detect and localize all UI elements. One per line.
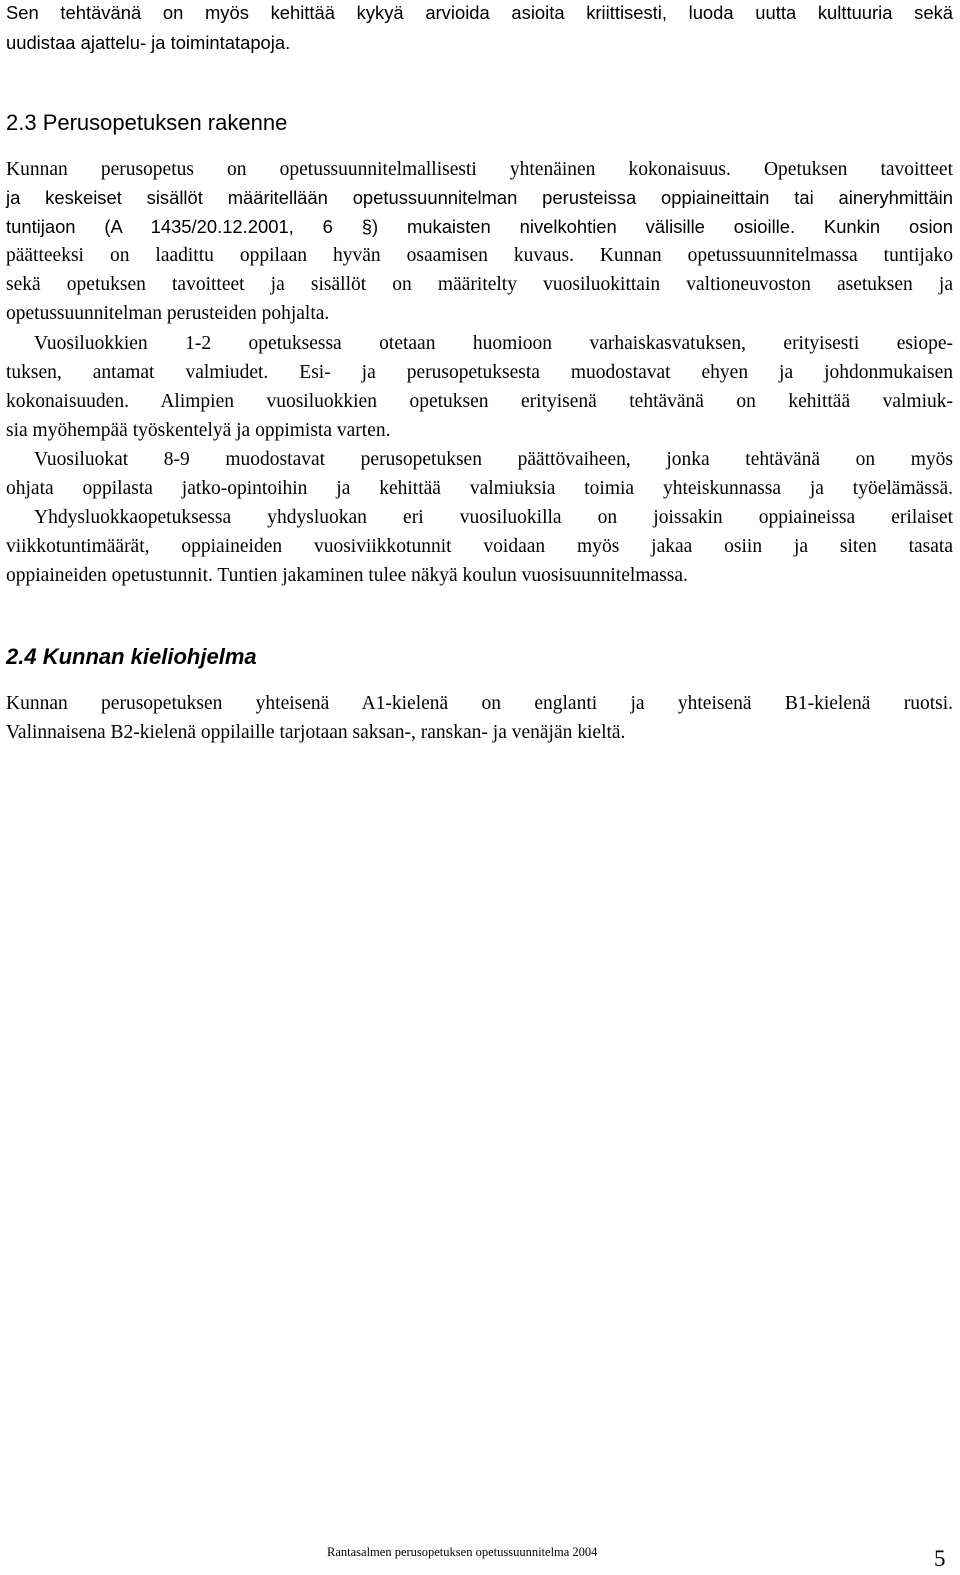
paragraph-line: sia myöhempää työskentelyä ja oppimista varten.: [6, 420, 391, 441]
paragraph-line: viikkotuntimäärät, oppiaineiden vuosiviikkotunnit voidaan myös jakaa osiin ja siten tasata: [6, 536, 953, 557]
paragraph-line: päätteeksi on laadittu oppilaan hyvän osaamisen kuvaus. Kunnan opetussuunnitelmassa tuntijako: [6, 245, 953, 266]
intro-line-2: uudistaa ajattelu- ja toimintatapoja.: [6, 32, 291, 53]
paragraph-line: oppiaineiden opetustunnit. Tuntien jakaminen tulee näkyä koulun vuosisuunnitelmassa.: [6, 565, 688, 586]
paragraph-line: Vuosiluokat 8-9 muodostavat perusopetuksen päättövaiheen, jonka tehtävänä on myös: [34, 449, 953, 470]
paragraph-line: tuntijaon (A 1435/20.12.2001, 6 §) mukaisten nivelkohtien välisille osioille. Kunkin osion: [6, 216, 953, 237]
section-heading-2-3: 2.3 Perusopetuksen rakenne: [6, 110, 288, 135]
paragraph-line: ohjata oppilasta jatko-opintoihin ja kehittää valmiuksia toimia yhteiskunnassa ja työelämässä.: [6, 478, 953, 499]
page-number: 5: [934, 1546, 946, 1571]
section-heading-2-4: 2.4 Kunnan kieliohjelma: [6, 644, 257, 669]
paragraph-line: Yhdysluokkaopetuksessa yhdysluokan eri vuosiluokilla on joissakin oppiaineissa erilaiset: [34, 507, 953, 528]
paragraph-line: ja keskeiset sisällöt määritellään opetussuunnitelman perusteissa oppiaineittain tai aineryhmittäin: [6, 187, 953, 208]
paragraph-line: kokonaisuuden. Alimpien vuosiluokkien opetuksen erityisenä tehtävänä on kehittää valmiuk-: [6, 391, 953, 412]
paragraph-line: Vuosiluokkien 1-2 opetuksessa otetaan huomioon varhaiskasvatuksen, erityisesti esiope-: [34, 333, 953, 354]
paragraph-line: sekä opetuksen tavoitteet ja sisällöt on määritelty vuosiluokittain valtioneuvoston asetuksen ja: [6, 274, 953, 295]
paragraph-line: Kunnan perusopetuksen yhteisenä A1-kielenä on englanti ja yhteisenä B1-kielenä ruotsi.: [6, 693, 953, 714]
intro-line-1: Sen tehtävänä on myös kehittää kykyä arvioida asioita kriittisesti, luoda uutta kulttuuria sekä: [6, 2, 953, 23]
footer-title: Rantasalmen perusopetuksen opetussuunnitelma 2004: [327, 1545, 598, 1559]
paragraph-line: Kunnan perusopetus on opetussuunnitelmallisesti yhtenäinen kokonaisuus. Opetuksen tavoitteet: [6, 159, 953, 180]
paragraph-line: opetussuunnitelman perusteiden pohjalta.: [6, 303, 330, 324]
paragraph-line: Valinnaisena B2-kielenä oppilaille tarjotaan saksan-, ranskan- ja venäjän kieltä.: [6, 722, 626, 743]
paragraph-line: tuksen, antamat valmiudet. Esi- ja perusopetuksesta muodostavat ehyen ja johdonmukaisen: [6, 362, 953, 383]
